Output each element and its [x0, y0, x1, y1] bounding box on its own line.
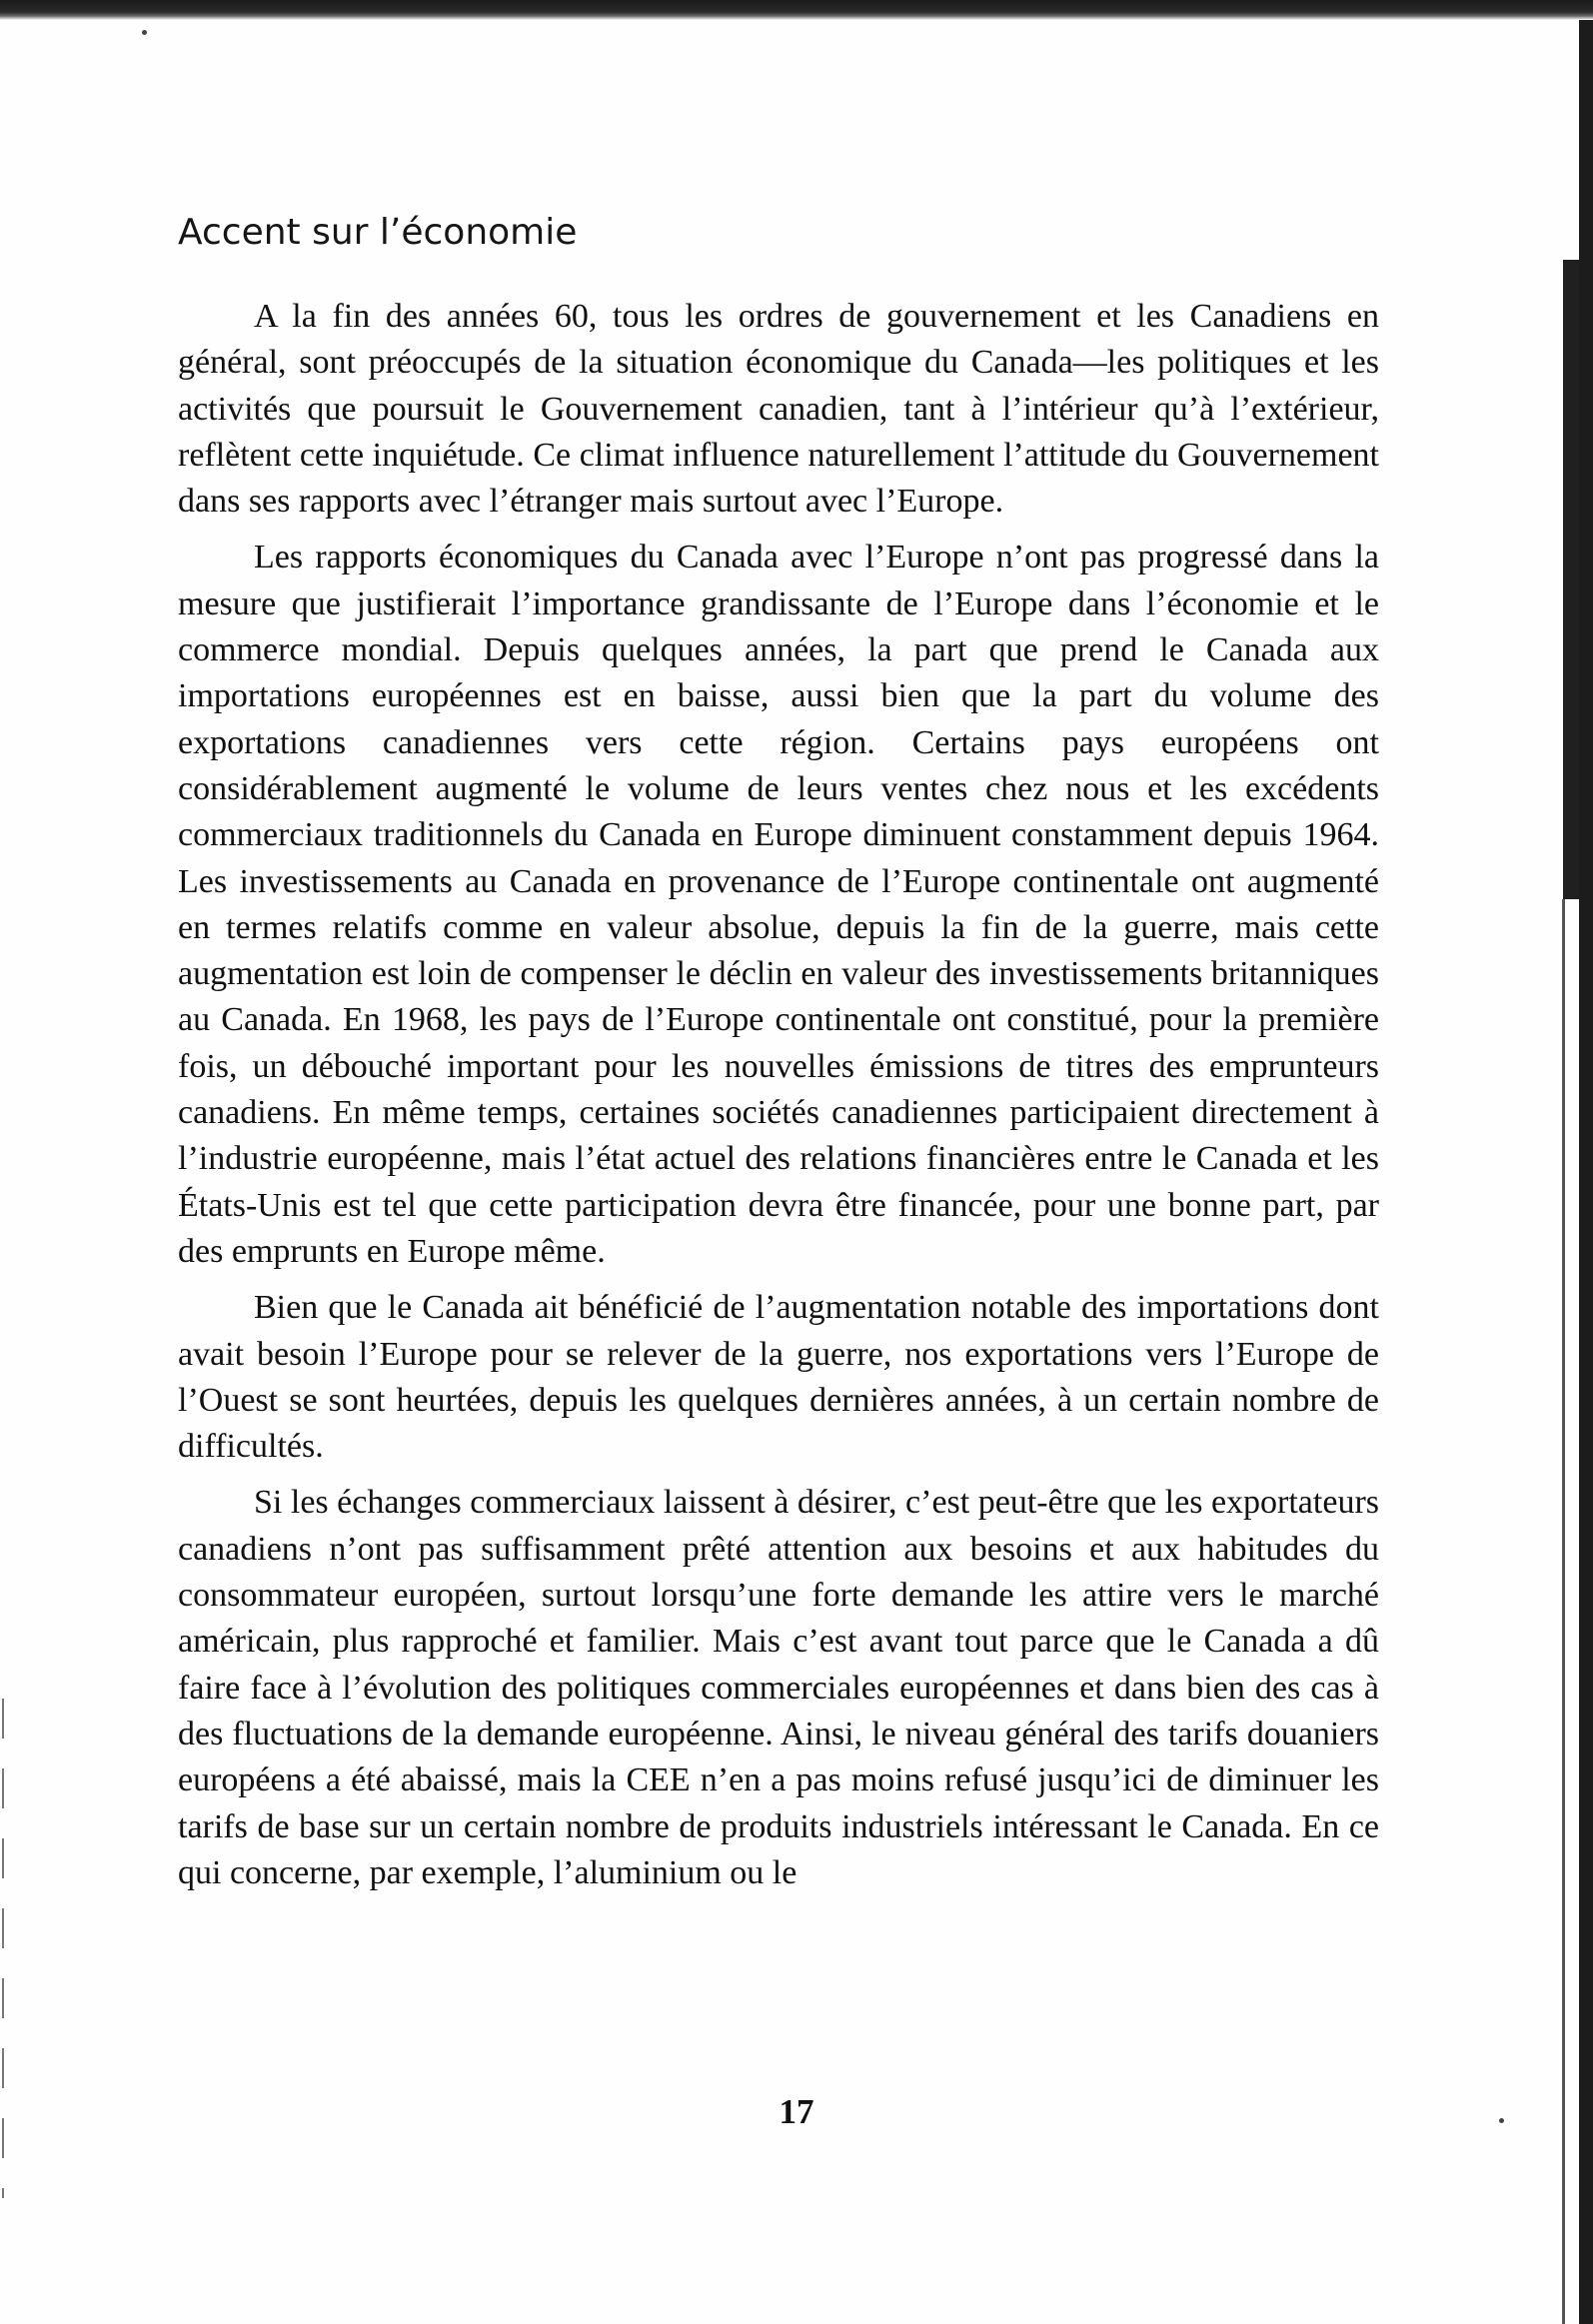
body-text: [178, 294, 1379, 1906]
paragraph: Les rapports économiques du Canada avec l’Europe n’ont pas progressé dans la mesure que justifierait l’importance grandissante de l’Europe dans l’économie et le commerce mondial. Depuis quelques années, la part que prend le Canada aux importations européennes est en baisse, aussi bien que la part du volume des exportations canadiennes vers cette région. Certains pays européens ont considérablement augmenté le volume de leurs ventes chez nous et les excédents commerciaux traditionnels du Canada en Europe diminuent constamment depuis 1964. Les investissements au Canada en provenance de l’Europe continentale ont augmenté en termes relatifs comme en valeur absolue, depuis la fin de la guerre, mais cette augmentation est loin de compenser le déclin en valeur des investissements britanniques au Canada. En 1968, les pays de l’Europe continentale ont constitué, pour la première fois, un débouché important pour les nouvelles émissions de titres des emprunteurs canadiens. En même temps, certaines sociétés canadiennes participaient directement à l’industrie européenne, mais l’état actuel des relations financières entre le Canada et les États-Unis est tel que cette participation devra être financée, pour une bonne part, par des emprunts en Europe même.: [178, 539, 1379, 1270]
scan-edge-right: [1579, 20, 1593, 2324]
paragraph: Si les échanges commerciaux laissent à désirer, c’est peut-être que les exportateurs canadiens n’ont pas suffisamment prêté attention aux besoins et aux habitudes du consommateur européen, surtout lorsqu’une forte demande les attire vers le marché américain, plus rapproché et familier. Mais c’est avant tout parce que le Canada a dû faire face à l’évolution des politiques commerciales européennes et dans bien des cas à des fluctuations de la demande européenne. Ainsi, le niveau général des tarifs douaniers européens a été abaissé, mais la CEE n’en a pas moins refusé jusqu’ici de diminuer les tarifs de base sur un certain nombre de produits industriels intéressant le Canada. En ce qui concerne, par exemple, l’aluminium ou le: [178, 1484, 1379, 1891]
section-heading: Accent sur l’économie: [178, 212, 578, 253]
scan-edge-top: [0, 0, 1593, 20]
paragraph: Bien que le Canada ait bénéficié de l’augmentation notable des importations dont avait besoin l’Europe pour se relever de la guerre, nos exportations vers l’Europe de l’Ouest se sont heurtées, depuis les quelques dernières années, à un certain nombre de difficultés.: [178, 1289, 1379, 1466]
page-number: 17: [779, 2092, 814, 2131]
scan-speck: [142, 30, 147, 35]
scan-edge-right-shadow: [1563, 260, 1579, 899]
paragraph: A la fin des années 60, tous les ordres de gouvernement et les Canadiens en général, sont préoccupés de la situation économique du Canada—les politiques et les activités que poursuit le Gouvernement canadien, tant à l’intérieur qu’à l’extérieur, reflètent cette inquiétude. Ce climat influence naturellement l’attitude du Gouvernement dans ses rapports avec l’étranger mais surtout avec l’Europe.: [178, 298, 1379, 521]
